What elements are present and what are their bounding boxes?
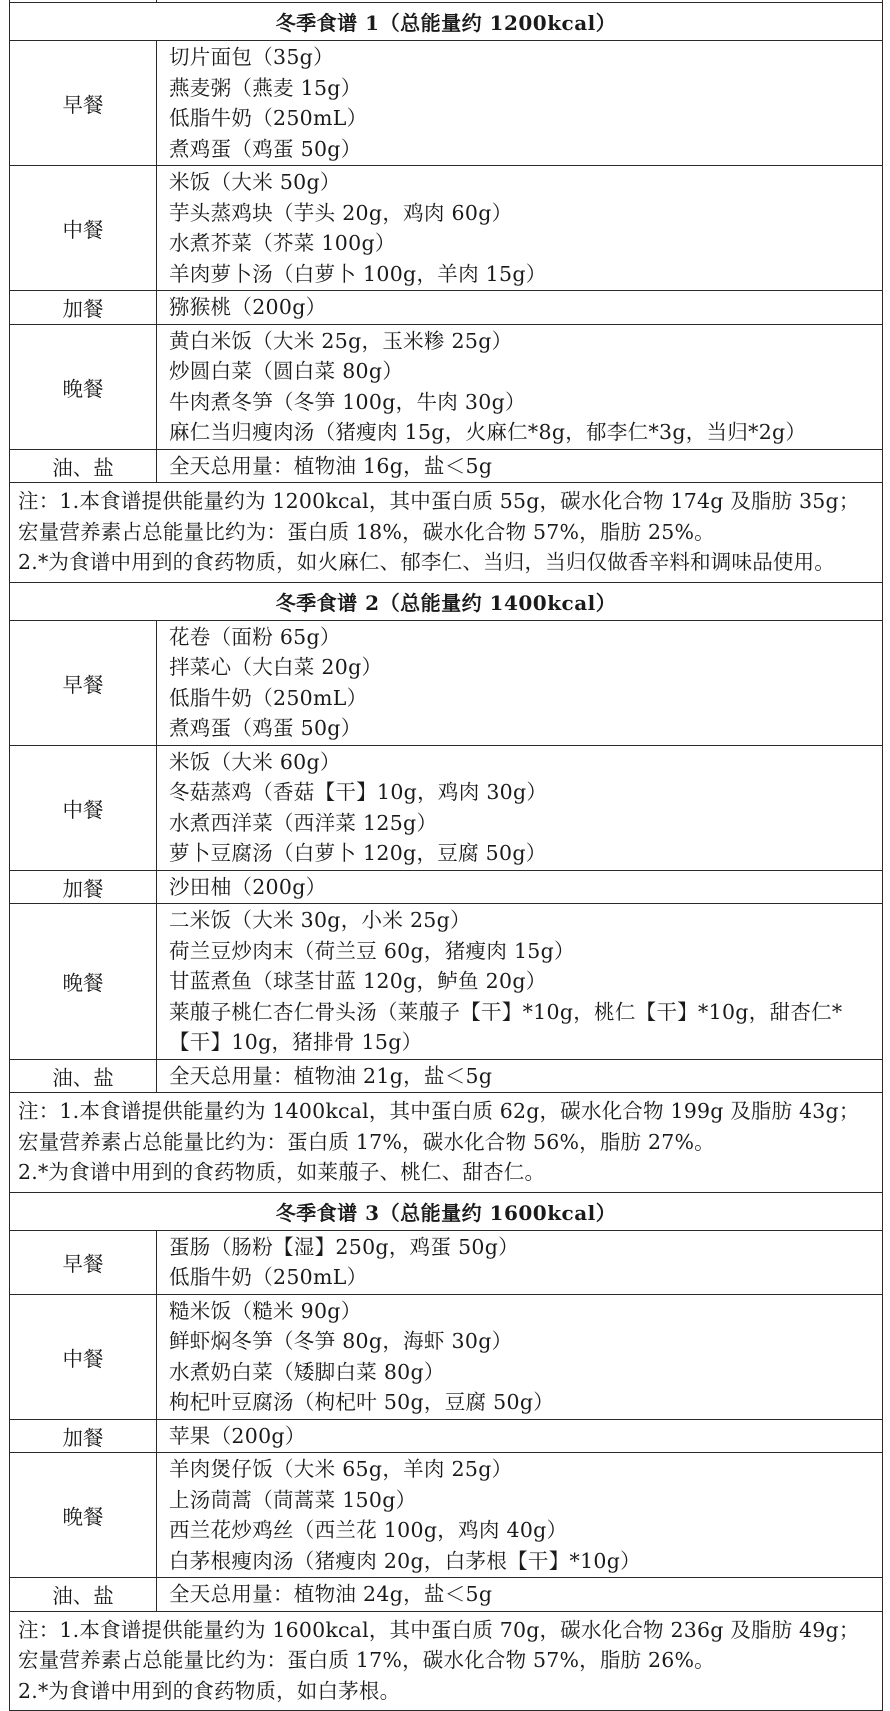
dish-item: 切片面包（35g） [169,45,334,69]
dish-item: 低脂牛奶（250mL） [169,685,368,710]
meal-label: 晚餐 [10,1453,157,1578]
dish-item: 蛋肠（肠粉【湿】250g，鸡蛋 50g） [169,1234,519,1259]
dish-item: 白茅根瘦肉汤（猪瘦肉 20g，白茅根【干】*10g） [169,1548,641,1573]
meal-label: 油、盐 [10,1059,157,1093]
dish-item: 沙田柚（200g） [169,874,327,899]
meal-items [157,1294,883,1419]
dish-item: 炒圆白菜（圆白菜 80g） [169,359,404,383]
note-line: 2.*为食谱中用到的食药物质，如莱菔子、桃仁、甜杏仁。 [18,1160,546,1184]
meal-label: 油、盐 [10,449,157,483]
dish-item: 苹果（200g） [169,1423,306,1448]
dish-item: 牛肉煮冬笋（冬笋 100g，牛肉 30g） [169,389,526,414]
dish-item: 水煮芥菜（芥菜 100g） [169,231,396,255]
menu-notes-row [10,1611,883,1711]
dish-item: 燕麦粥（燕麦 15g） [169,75,362,100]
dish-item: 米饭（大米 60g） [169,749,341,774]
meal-label: 加餐 [10,1419,157,1453]
dish-item: 上汤茼蒿（茼蒿菜 150g） [169,1487,417,1512]
meal-items [157,1419,883,1453]
meal-row-dinner [10,324,883,449]
note-line: 注：1.本食谱提供能量约为 1400kcal，其中蛋白质 62g，碳水化合物 199g 及脂肪 43g；宏量营养素占总能量比约为：蛋白质 17%，碳水化合物 56%，脂肪 27%。 [18,1099,860,1154]
meal-row-lunch [10,745,883,870]
meal-row-oil-salt [10,1059,883,1093]
dish-item: 水煮奶白菜（矮脚白菜 80g） [169,1359,445,1384]
meal-label: 早餐 [10,41,157,166]
dish-item: 煮鸡蛋（鸡蛋 50g） [169,136,362,161]
meal-row-lunch [10,166,883,291]
meal-label: 早餐 [10,620,157,745]
meal-row-breakfast [10,1230,883,1294]
dish-item: 黄白米饭（大米 25g，玉米糁 25g） [169,328,513,353]
menu-notes-row [10,483,883,583]
dish-item: 西兰花炒鸡丝（西兰花 100g，鸡肉 40g） [169,1518,568,1542]
menu-notes [10,1093,883,1193]
meal-items [157,904,883,1060]
meal-row-snack [10,1419,883,1453]
dish-item: 低脂牛奶（250mL） [169,106,368,130]
meal-row-oil-salt [10,449,883,483]
dish-item: 低脂牛奶（250mL） [169,1265,368,1289]
dish-item: 萝卜豆腐汤（白萝卜 120g，豆腐 50g） [169,841,547,865]
note-line: 2.*为食谱中用到的食药物质，如白茅根。 [18,1678,401,1703]
dish-item: 拌菜心（大白菜 20g） [169,655,383,679]
meal-row-snack [10,291,883,325]
dish-item: 麻仁当归瘦肉汤（猪瘦肉 15g，火麻仁*8g，郁李仁*3g，当归*2g） [169,420,807,444]
menu-document [9,0,882,1711]
meal-label: 油、盐 [10,1578,157,1612]
dish-item: 二米饭（大米 30g，小米 25g） [169,908,471,932]
dish-item: 全天总用量：植物油 16g，盐＜5g [169,453,493,478]
meal-label: 早餐 [10,1230,157,1294]
note-line: 2.*为食谱中用到的食药物质，如火麻仁、郁李仁、当归，当归仅做香辛料和调味品使用。 [18,550,836,574]
meal-items [157,1059,883,1093]
meal-label: 中餐 [10,745,157,870]
dish-item: 鲜虾焖冬笋（冬笋 80g，海虾 30g） [169,1329,513,1353]
meal-items [157,324,883,449]
meal-label: 加餐 [10,870,157,904]
meal-items [157,291,883,325]
meal-label: 晚餐 [10,324,157,449]
meal-items [157,166,883,291]
meal-row-dinner [10,904,883,1060]
dish-item: 羊肉萝卜汤（白萝卜 100g，羊肉 15g） [169,261,547,286]
dish-item: 枸杞叶豆腐汤（枸杞叶 50g，豆腐 50g） [169,1390,555,1414]
meal-row-oil-salt [10,1578,883,1612]
menu-notes-row [10,1093,883,1193]
menu-notes [10,1611,883,1711]
meal-items [157,1230,883,1294]
dish-item: 冬菇蒸鸡（香菇【干】10g，鸡肉 30g） [169,780,548,804]
menu-title-row [10,3,883,41]
meal-items [157,745,883,870]
meal-row-snack [10,870,883,904]
menu-title-row [10,582,883,620]
dish-item: 花卷（面粉 65g） [169,624,341,649]
dish-item: 荷兰豆炒肉末（荷兰豆 60g，猪瘦肉 15g） [169,938,575,963]
meal-items [157,620,883,745]
meal-label: 中餐 [10,166,157,291]
note-line: 注：1.本食谱提供能量约为 1600kcal，其中蛋白质 70g，碳水化合物 236g 及脂肪 49g；宏量营养素占总能量比约为：蛋白质 17%，碳水化合物 57%，脂肪 26%。 [18,1617,860,1672]
menu-title: 冬季食谱 2（总能量约 1400kcal） [10,582,883,620]
meal-row-lunch [10,1294,883,1419]
meal-label: 加餐 [10,291,157,325]
winter-menu-table [9,0,883,1711]
dish-item: 全天总用量：植物油 21g，盐＜5g [169,1063,493,1088]
meal-row-dinner [10,1453,883,1578]
dish-item: 煮鸡蛋（鸡蛋 50g） [169,716,362,740]
dish-item: 猕猴桃（200g） [169,295,327,319]
dish-item: 米饭（大米 50g） [169,170,341,194]
meal-items [157,41,883,166]
dish-item: 水煮西洋菜（西洋菜 125g） [169,810,438,835]
menu-title: 冬季食谱 3（总能量约 1600kcal） [10,1192,883,1230]
meal-row-breakfast [10,620,883,745]
meal-label: 中餐 [10,1294,157,1419]
meal-items [157,870,883,904]
menu-title-row [10,1192,883,1230]
meal-label: 晚餐 [10,904,157,1060]
meal-items [157,1578,883,1612]
meal-items [157,449,883,483]
dish-item: 全天总用量：植物油 24g，盐＜5g [169,1582,493,1606]
dish-item: 芋头蒸鸡块（芋头 20g，鸡肉 60g） [169,200,513,225]
meal-items [157,1453,883,1578]
dish-item: 羊肉煲仔饭（大米 65g，羊肉 25g） [169,1457,513,1481]
menu-title: 冬季食谱 1（总能量约 1200kcal） [10,3,883,41]
dish-item: 甘蓝煮鱼（球茎甘蓝 120g，鲈鱼 20g） [169,969,547,993]
dish-item: 糙米饭（糙米 90g） [169,1298,362,1323]
meal-row-breakfast [10,41,883,166]
note-line: 注：1.本食谱提供能量约为 1200kcal，其中蛋白质 55g，碳水化合物 174g 及脂肪 35g；宏量营养素占总能量比约为：蛋白质 18%，碳水化合物 57%，脂肪 25%。 [18,489,860,544]
dish-item: 莱菔子桃仁杏仁骨头汤（莱菔子【干】*10g，桃仁【干】*10g，甜杏仁*【干】10g，猪排骨 15g） [169,999,843,1054]
menu-notes [10,483,883,583]
